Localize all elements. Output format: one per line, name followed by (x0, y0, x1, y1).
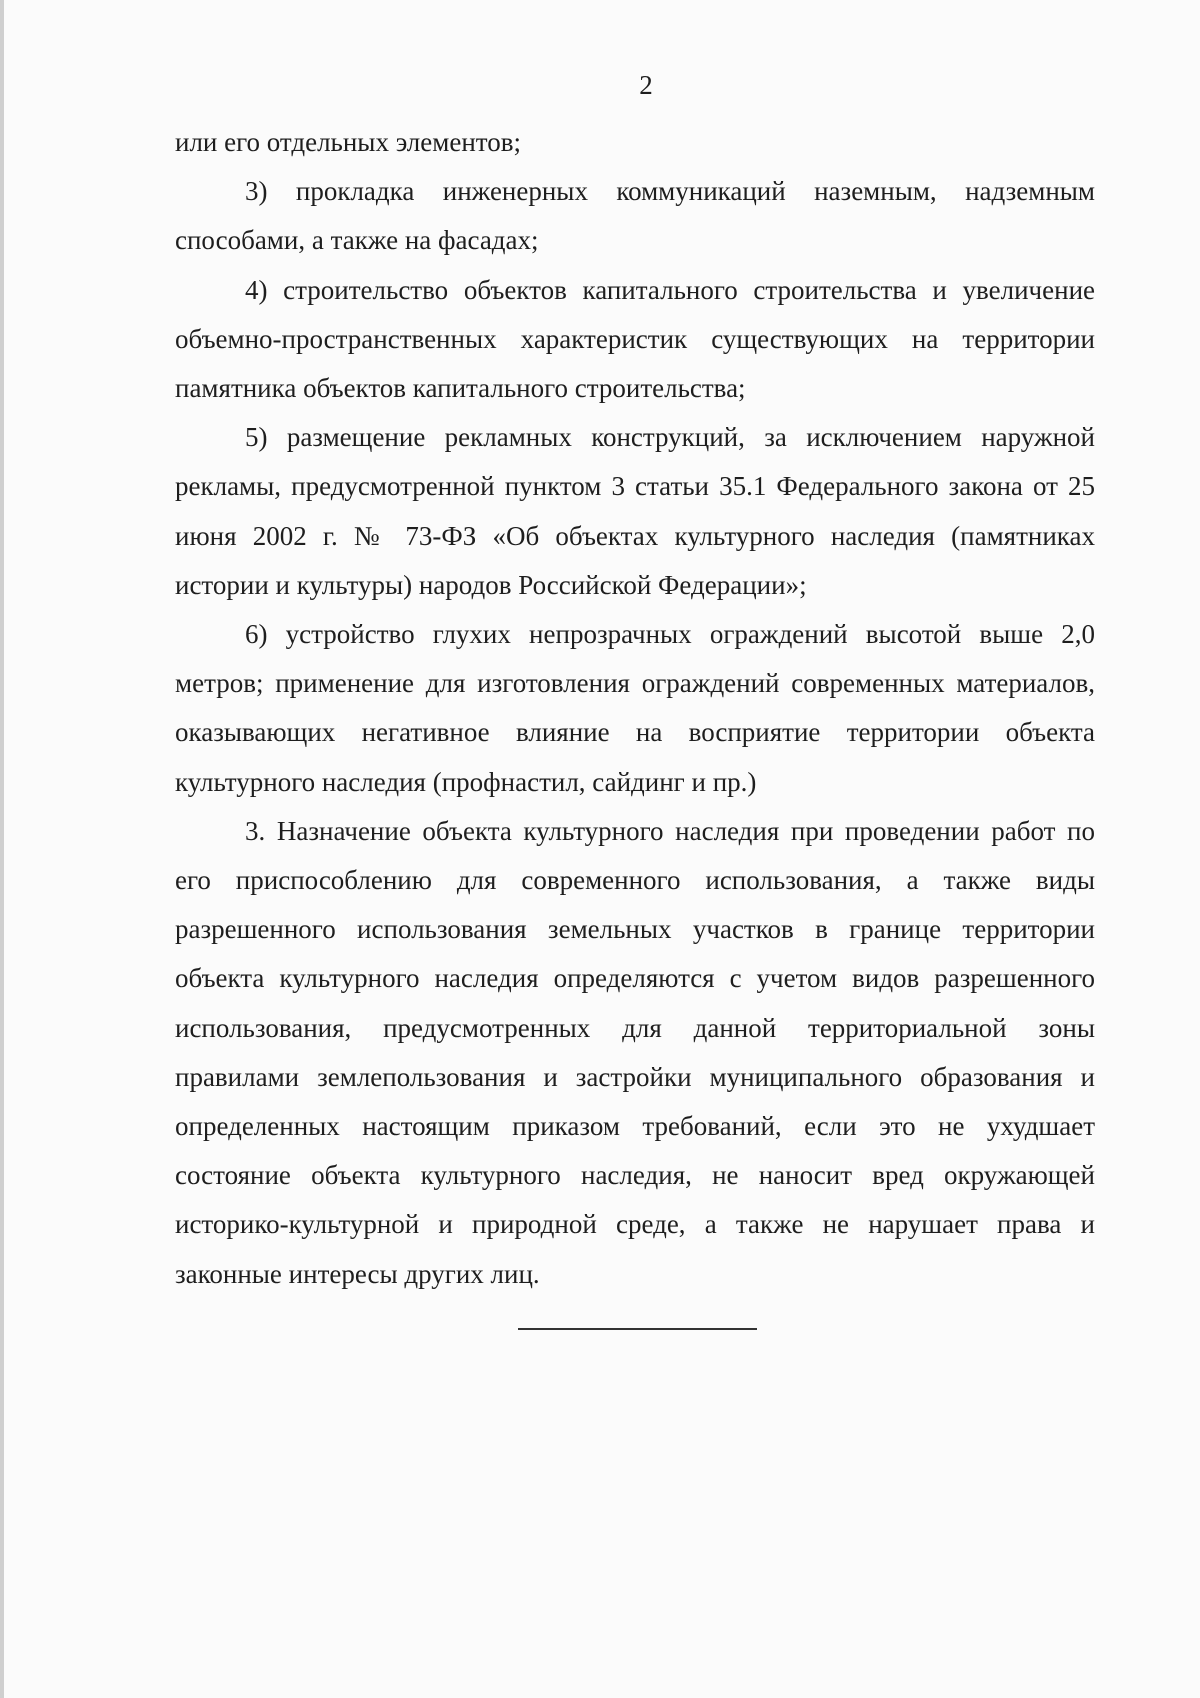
paragraph-item-4: 4) строительство объектов капитального строительства и увеличение объемно-пространственных характеристик существующих на территории памятника объектов капитального строительства; (175, 274, 1095, 404)
paragraph-item-3: 3) прокладка инженерных коммуникаций наземным, надземным способами, а также на фасадах; (175, 176, 1095, 256)
paragraph-item-6: 6) устройство глухих непрозрачных ограждений высотой выше 2,0 метров; применение для изготовления ограждений современных материалов, оказывающих негативное влияние на восприятие территории объекта культурного наследия (профнастил, сайдинг и пр.) (175, 619, 1095, 797)
page-number: 2 (639, 70, 653, 100)
document-body (175, 118, 1095, 1299)
scan-edge (0, 0, 4, 1698)
paragraph-section-3: 3. Назначение объекта культурного наследия при проведении работ по его приспособлению для современного использования, а также виды разрешенного использования земельных участков в границе территории объекта культурного наследия определяются с учетом видов разрешенного использования, предусмотренных для данной территориальной зоны правилами землепользования и застройки муниципального образования и определенных настоящим приказом требований, если это не ухудшает состояние объекта культурного наследия, не наносит вред окружающей историко-культурной и природной среде, а также не нарушает права и законные интересы других лиц. (175, 815, 1095, 1289)
paragraph-continuation: или его отдельных элементов; (175, 127, 521, 157)
paragraph-item-5: 5) размещение рекламных конструкций, за исключением наружной рекламы, предусмотренной пунктом 3 статьи 35.1 Федерального закона от 25 июня 2002 г. № 73-ФЗ «Об объектах культурного наследия (памятниках истории и культуры) народов Российской Федерации»; (175, 422, 1095, 600)
end-of-document-line (518, 1328, 757, 1330)
